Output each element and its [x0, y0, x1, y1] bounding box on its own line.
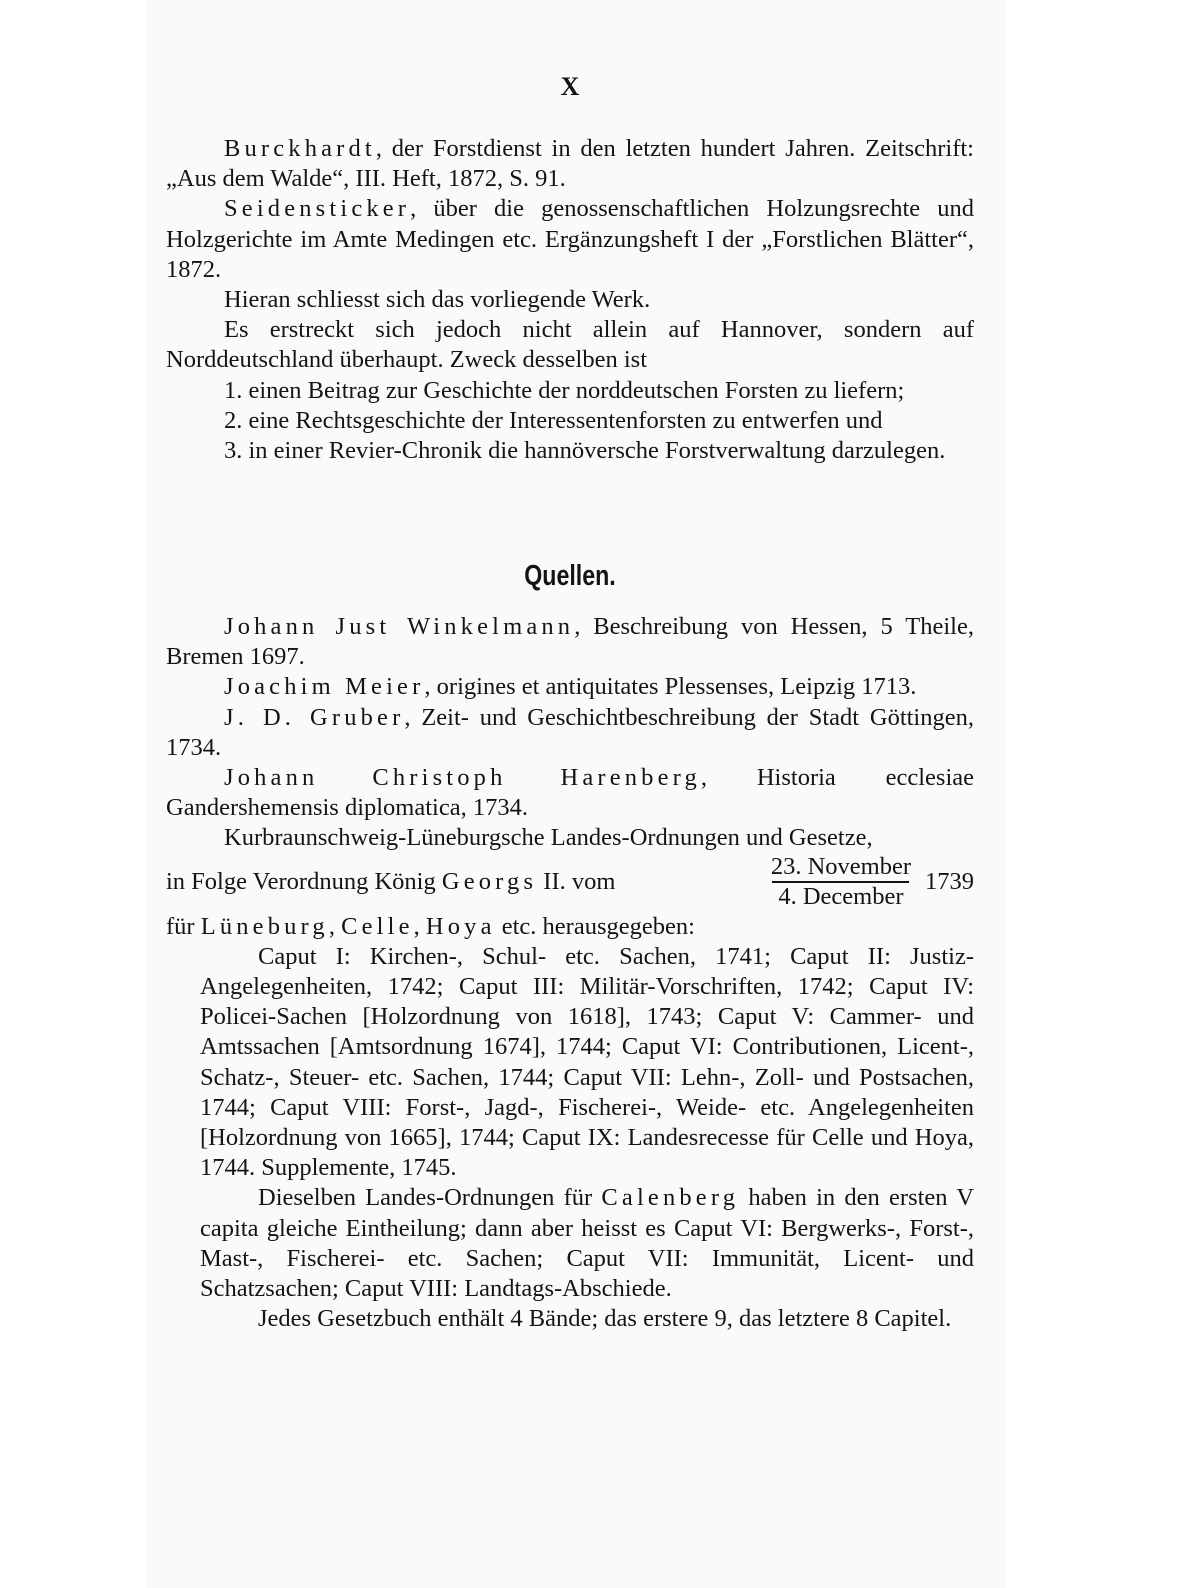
list-item-1: 1. einen Beitrag zur Geschichte der norddeutschen Forsten zu liefern; — [224, 376, 905, 404]
list-item-2: 2. eine Rechtsgeschichte der Interessentenforsten zu entwerfen und — [224, 406, 883, 434]
paragraph-text: Hieran schliesst sich das vorliegende Werk. — [224, 286, 651, 314]
text-after: haben in den ersten V capita gleiche Eintheilung; dann aber heisst es Caput VI: Bergwerks-, Forst-, Mast-, Fischerei- etc. Sachen; Caput VII: Immunität, Licent- und Schatzsachen; Caput VIII: Landtags-Abschiede. — [200, 1184, 975, 1303]
list-item-3: 3. in einer Revier-Chronik die hannöversche Forstverwaltung darzulegen. — [224, 437, 946, 465]
calenberg-paragraph — [200, 1183, 974, 1304]
source-harenberg — [166, 763, 974, 823]
paragraph-seidensticker — [166, 194, 974, 285]
fraction-year: 1739 — [925, 867, 974, 895]
fraction-line — [166, 846, 974, 918]
caput-block — [166, 942, 974, 1335]
text-before: in Folge Verordnung König — [166, 867, 436, 895]
suffix-text: etc. herausgegeben: — [501, 912, 695, 940]
citation-text: , Zeit- und Geschichtbeschreibung der Stadt Göttingen, 1734. — [166, 703, 974, 761]
author-name: J. D. Gruber — [224, 703, 405, 731]
citation-text: , origines et antiquitates Plessenses, Leipzig 1713. — [424, 673, 917, 701]
citation-text: , der Forstdienst in den letzten hundert Jahren. Zeitschrift: „Aus dem Walde“, III. Heft, 1872, S. 91. — [166, 135, 974, 193]
places-line: für Lüneburg, Celle, Hoya etc. herausgegeben: — [166, 912, 695, 940]
prefix-text: für — [166, 912, 195, 940]
source-kurbraunschweig: Kurbraunschweig-Lüneburgsche Landes-Ordnungen und Gesetze, — [224, 824, 873, 852]
king-name: Georgs — [441, 867, 538, 895]
paragraph-burckhardt — [166, 134, 974, 194]
source-gruber — [166, 703, 974, 763]
caput-paragraph: Caput I: Kirchen-, Schul- etc. Sachen, 1741; Caput II: Justiz-Angelegenheiten, 1742; Caput III: Militär-Vorschriften, 1742; Caput IV: Policei-Sachen [Holzordnung von 1618], 1743; Caput V: Cammer- und Amtssachen [Amtsordnung 1674], 1744; Caput VI: Contributionen, Licent-, Schatz-, Steuer- etc. Sachen, 1744; Caput VII: Lehn-, Zoll- und Postsachen, 1744; Caput VIII: Forst-, Jagd-, Fischerei-, Weide- etc. Angelegenheiten [Holzordnung von 1665], 1744; Caput IX: Landesrecesse für Celle und Hoya, 1744. Supplemente, 1745. — [200, 942, 974, 1182]
source-meier — [166, 672, 974, 702]
text-after: II. vom — [543, 867, 616, 895]
place-lueneburg: Lüneburg — [200, 912, 329, 940]
section-heading: Quellen. — [524, 560, 616, 592]
sources-section — [166, 612, 974, 1334]
page-number: X — [560, 72, 580, 101]
citation-text: , über die genossenschaftlichen Holzungsrechte und Holzgerichte im Amte Medingen etc. Ergänzungsheft I der „Forstlichen Blätter“, 1872. — [166, 195, 974, 283]
text-before: Dieselben Landes-Ordnungen für — [258, 1184, 593, 1212]
place-hoya: Hoya — [425, 912, 496, 940]
source-winkelmann — [166, 612, 974, 672]
author-name: Burckhardt — [224, 135, 376, 162]
citation-text: , Beschreibung von Hessen, 5 Theile, Bremen 1697. — [166, 613, 974, 671]
fraction-denominator: 4. December — [772, 881, 909, 911]
paragraph-text: Es erstreckt sich jedoch nicht allein auf Hannover, sondern auf Norddeutschland überhaupt. Zweck desselben ist — [166, 316, 974, 374]
author-name: Johann Just Winkelmann — [224, 613, 575, 640]
place-calenberg: Calenberg — [601, 1184, 740, 1212]
final-paragraph: Jedes Gesetzbuch enthält 4 Bände; das erstere 9, das letztere 8 Capitel. — [258, 1305, 952, 1333]
author-name: Joachim Meier — [224, 673, 425, 701]
place-celle: Celle — [341, 912, 414, 940]
intro-section — [166, 134, 974, 466]
date-group — [765, 853, 974, 911]
author-name: Seidensticker — [224, 195, 411, 223]
fraction-line-text — [166, 867, 615, 897]
citation-text: , Historia ecclesiae Gandershemensis diplomatica, 1734. — [166, 764, 974, 822]
date-fraction — [765, 853, 917, 911]
fraction-numerator: 23. November — [770, 852, 911, 880]
author-name: Johann Christoph Harenberg — [224, 764, 701, 792]
